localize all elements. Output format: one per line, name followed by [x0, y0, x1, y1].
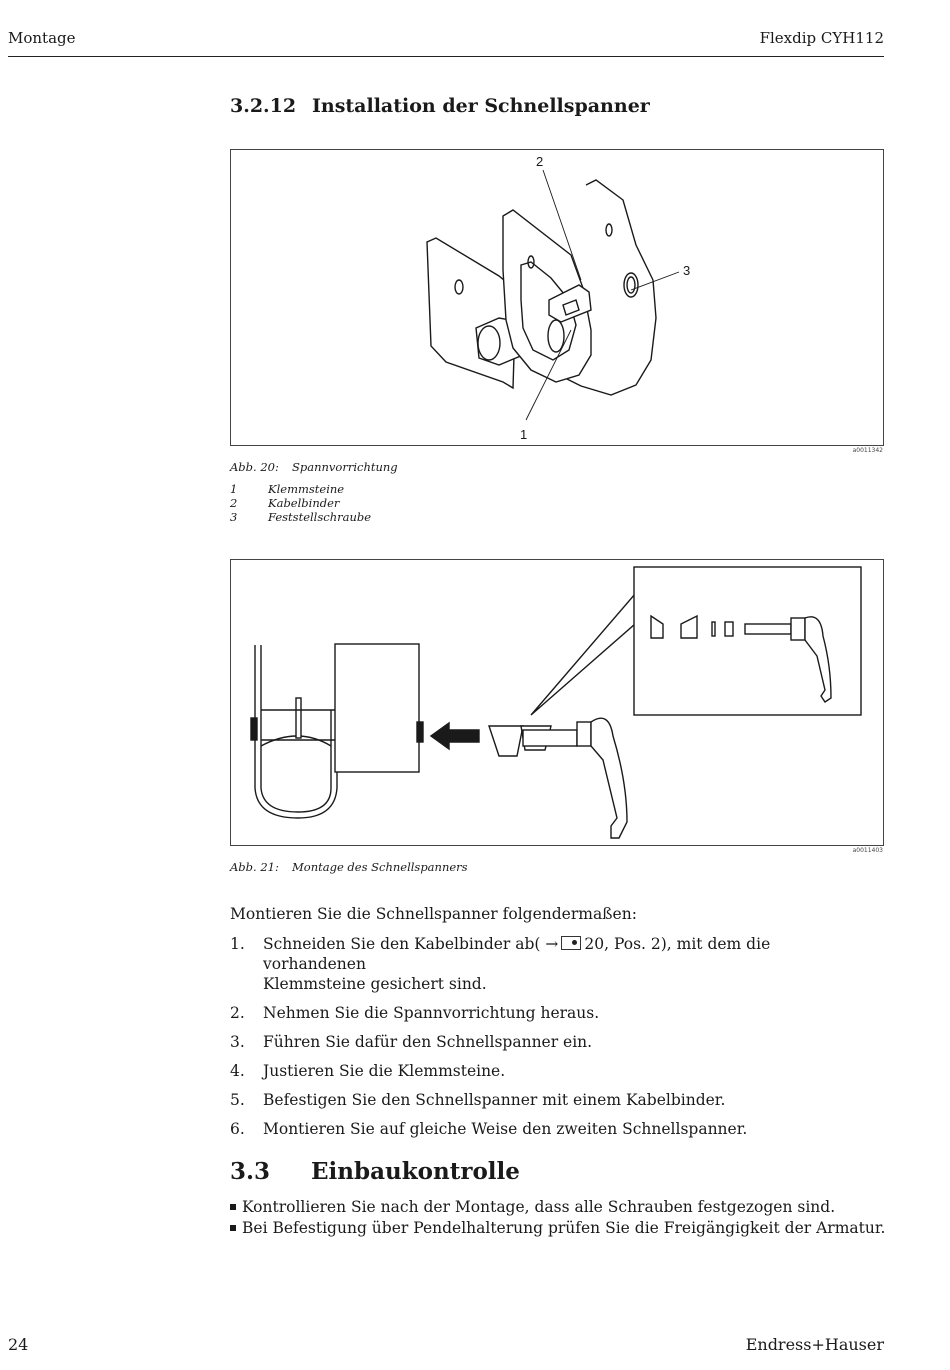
- bullet-square-icon: [230, 1225, 236, 1231]
- section-number: 3.3: [230, 1158, 271, 1185]
- figure-id: a0011403: [852, 847, 883, 854]
- section-title: Installation der Schnellspanner: [312, 95, 650, 117]
- figure-21-quick-clamp-assembly: [230, 559, 884, 854]
- list-item: Bei Befestigung über Pendelhalterung prüfen Sie die Freigängigkeit der Armatur.: [230, 1218, 886, 1239]
- caption-label: Abb. 21:: [230, 860, 279, 874]
- section-title: Einbaukontrolle: [311, 1158, 520, 1185]
- header-rule: [8, 56, 884, 57]
- intro-paragraph: Montieren Sie die Schnellspanner folgendermaßen:: [230, 905, 637, 923]
- figure-20-clamp-device: [230, 149, 884, 454]
- step-item: 6. Montieren Sie auf gleiche Weise den zweiten Schnellspanner.: [230, 1120, 748, 1138]
- quick-clamp-drawing: [231, 560, 883, 845]
- section-heading-3-2-12: [230, 95, 650, 117]
- legend-item: 3 Feststellschraube: [230, 510, 372, 524]
- step-item: 3. Führen Sie dafür den Schnellspanner ein.: [230, 1033, 593, 1051]
- callout-3: 3: [683, 263, 691, 278]
- section-heading-3-3: [230, 1158, 520, 1185]
- section-number: 3.2.12: [230, 95, 297, 117]
- step-item: 1. Schneiden Sie den Kabelbinder ab( → 20, Pos. 2), mit dem die vorhandenen Klemmsteine gesichert sind.: [230, 935, 771, 993]
- step-item: 2. Nehmen Sie die Spannvorrichtung heraus.: [230, 1004, 600, 1022]
- page-number: 24: [8, 1335, 29, 1354]
- callout-1: 1: [520, 427, 528, 442]
- step-item: 4. Justieren Sie die Klemmsteine.: [230, 1062, 506, 1080]
- procedure-steps: [230, 934, 870, 1148]
- step-item: 5. Befestigen Sie den Schnellspanner mit einem Kabelbinder.: [230, 1091, 726, 1109]
- running-header-product: Flexdip CYH112: [759, 29, 884, 47]
- list-item: Kontrollieren Sie nach der Montage, dass alle Schrauben festgezogen sind.: [230, 1197, 886, 1218]
- footer-brand: Endress+Hauser: [745, 1335, 884, 1354]
- caption-text: Spannvorrichtung: [292, 460, 398, 474]
- running-header-section: Montage: [8, 29, 76, 47]
- caption-text: Montage des Schnellspanners: [292, 860, 468, 874]
- callout-2: 2: [536, 154, 544, 169]
- figure-20-legend: [230, 482, 371, 524]
- clamp-device-drawing: [231, 150, 883, 445]
- installation-check-list: [230, 1197, 886, 1239]
- figure-21-caption: [230, 860, 468, 874]
- figure-20-caption: [230, 460, 398, 474]
- caption-label: Abb. 20:: [230, 460, 279, 474]
- legend-item: 2 Kabelbinder: [230, 496, 340, 510]
- bullet-square-icon: [230, 1204, 236, 1210]
- legend-item: 1 Klemmsteine: [230, 482, 345, 496]
- figure-reference-icon[interactable]: [561, 936, 581, 950]
- figure-id: a0011342: [852, 447, 883, 454]
